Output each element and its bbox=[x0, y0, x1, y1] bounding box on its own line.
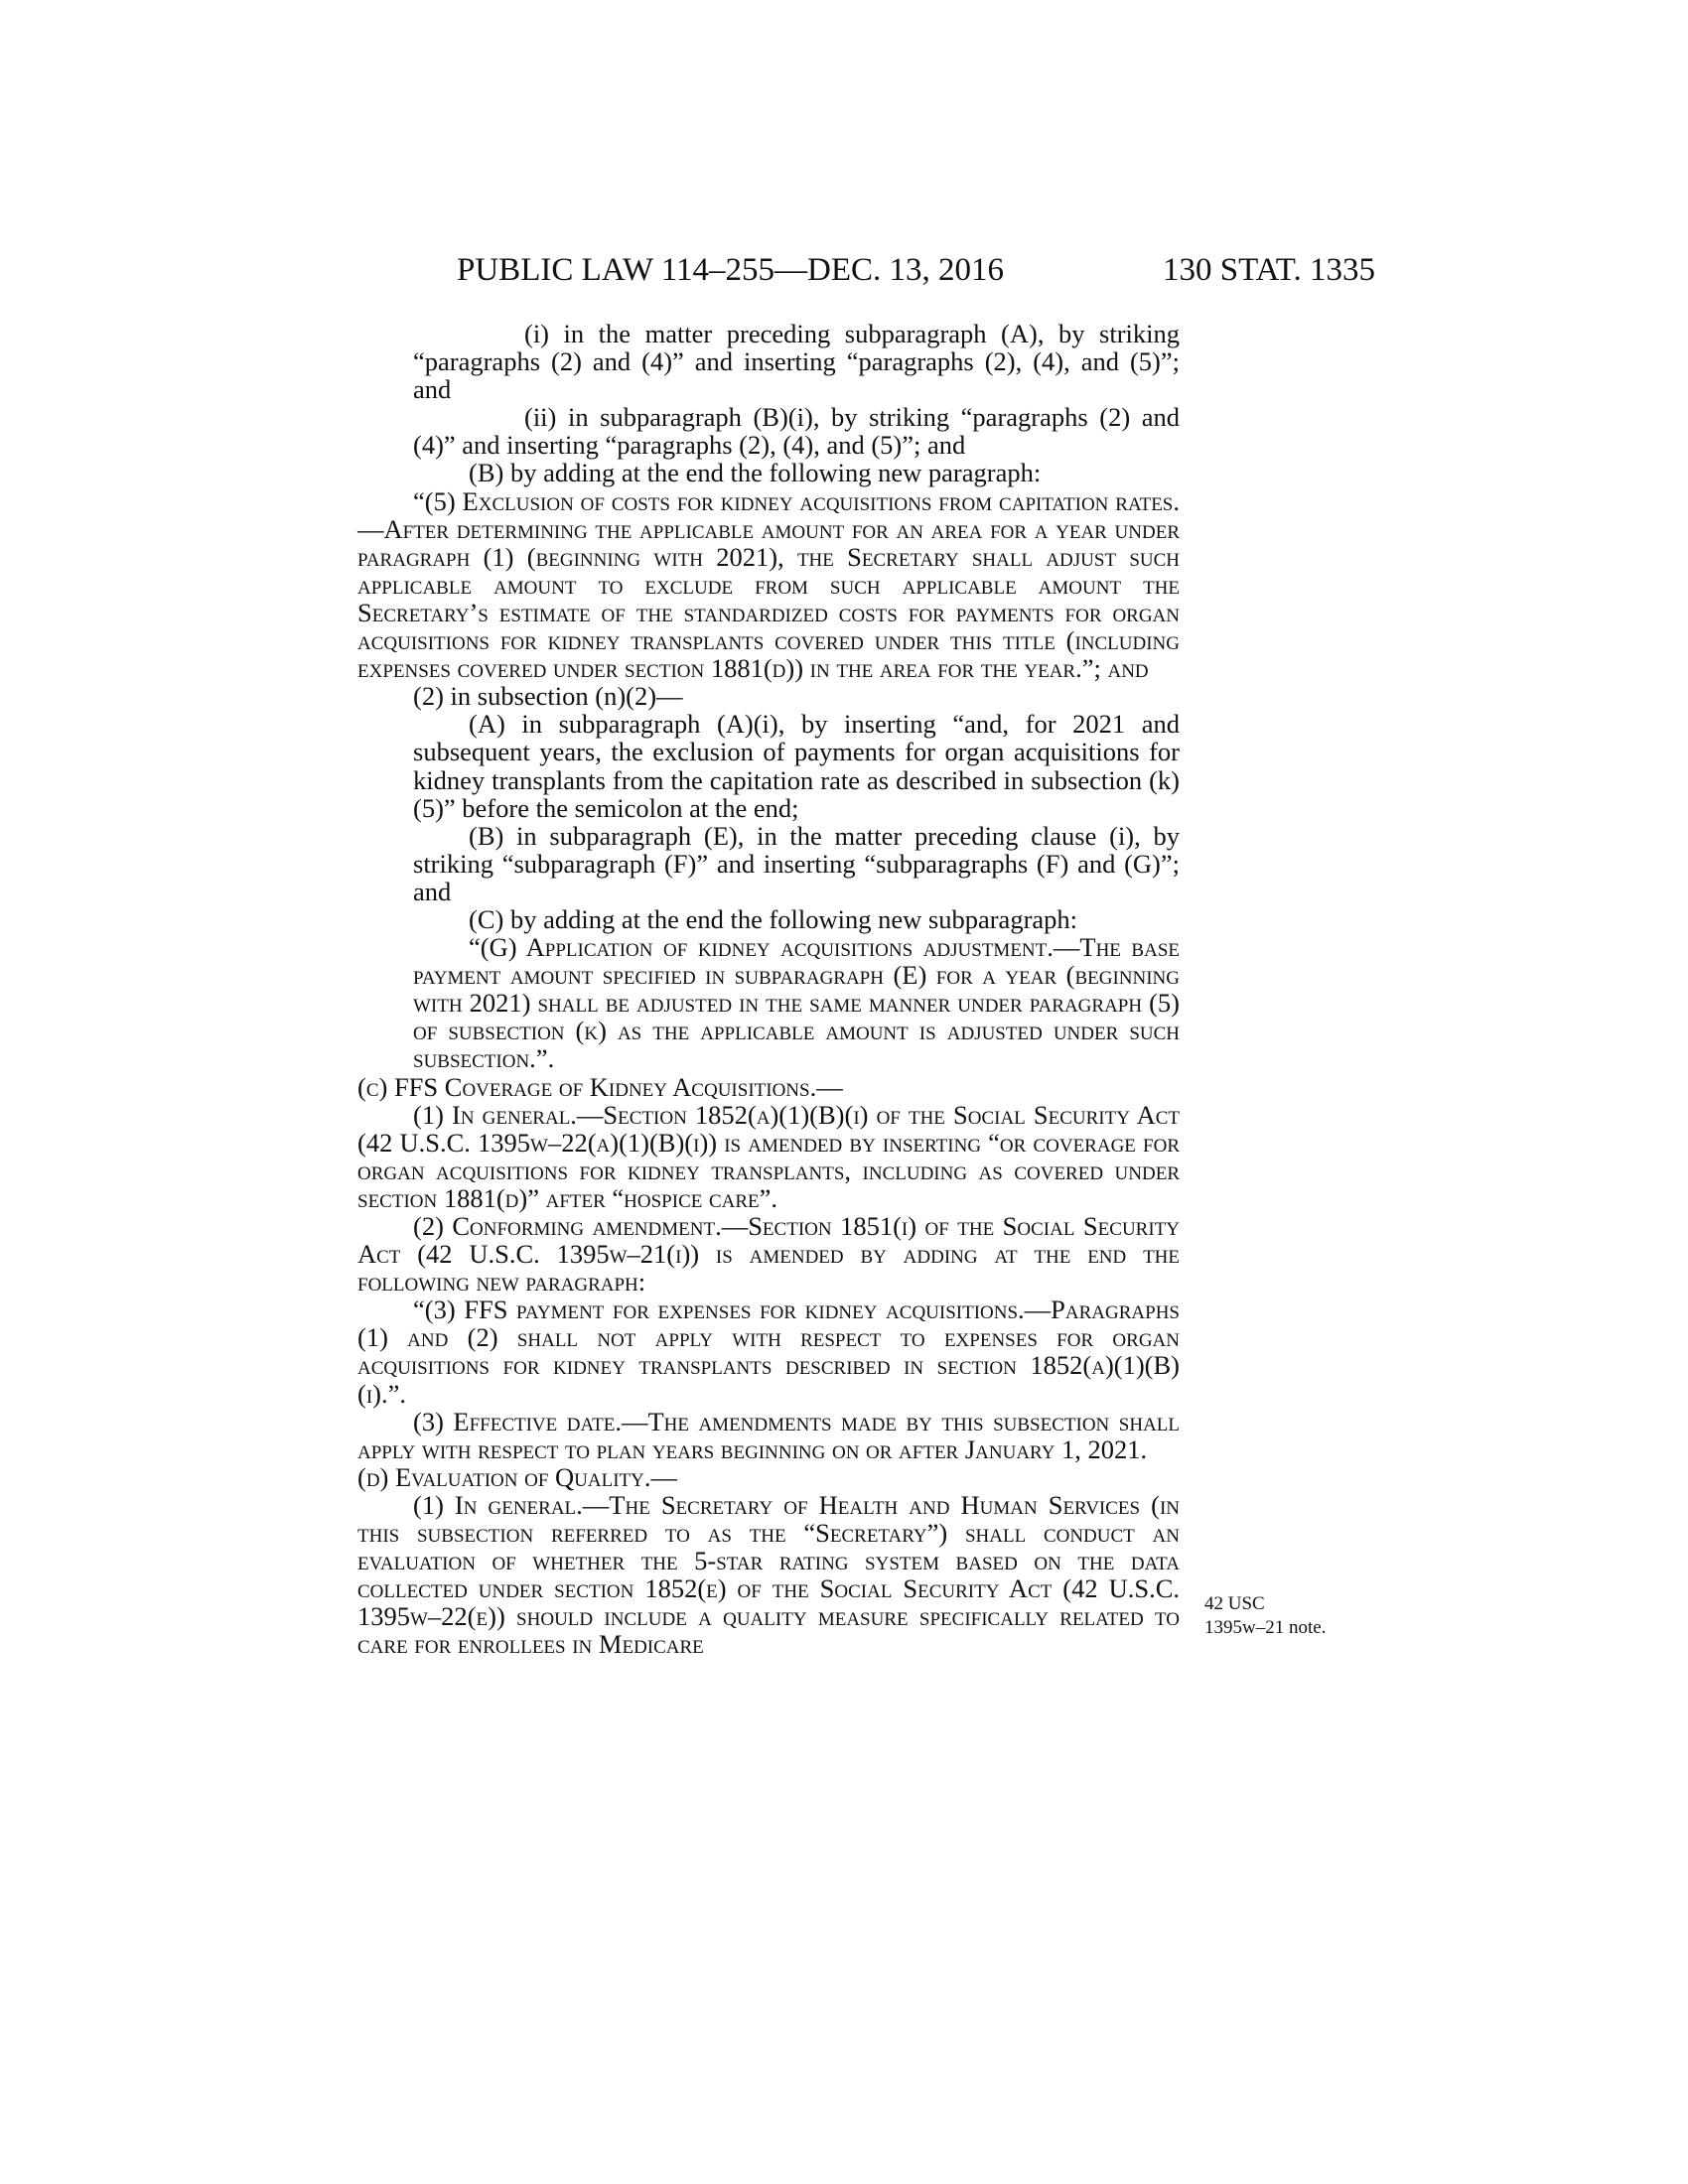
statute-page-number: 130 STAT. 1335 bbox=[1162, 252, 1375, 288]
clause-i: (i) in the matter preceding subparagraph (A), by striking “paragraphs (2) and (4)” and inserting “paragraphs (2), (4), and (5)”; and bbox=[413, 319, 1180, 405]
statute-body bbox=[357, 320, 1180, 1659]
paragraph-3-ffs-payment: “(3) FFS payment for expenses for kidney acquisitions.—Paragraphs (1) and (2) shall not apply with respect to expenses for organ acquisitions for kidney transplants described in section 1852(a)(1)(B)(i).”. bbox=[357, 1295, 1180, 1409]
paragraph-5-exclusion-of-costs: “(5) Exclusion of costs for kidney acquisitions from capitation rates.—After determining the applicable amount for an area for a year under paragraph (1) (beginning with 2021), the Secretary shall adjust such applicable amount to exclude from such applicable amount the Secretary’s estimate of the standardized costs for payments for organ acquisitions for kidney transplants covered under this title (including expenses covered under section 1881(d)) in the area for the year.”; and bbox=[357, 485, 1180, 684]
paragraph-1-in-general: (1) In general.—Section 1852(a)(1)(B)(i) of the Social Security Act (42 U.S.C. 1395w–22(a)(1)(B)(i)) is amended by inserting “or coverage for organ acquisitions for kidney transplants, including as covered under section 1881(d)” after “hospice care”. bbox=[357, 1099, 1180, 1213]
subparagraph-b-e: (B) in subparagraph (E), in the matter preceding clause (i), by striking “subparagraph (F)” and inserting “subparagraphs (F) and (G)”; and bbox=[413, 820, 1180, 906]
subparagraph-c: (C) by adding at the end the following new subparagraph: bbox=[469, 903, 1078, 934]
page-header bbox=[457, 250, 1375, 290]
margin-citation-note bbox=[1204, 1592, 1363, 1640]
subsection-d-heading: (d) Evaluation of Quality.— bbox=[357, 1461, 677, 1492]
margin-note-line-2: 1395w–21 note. bbox=[1204, 1617, 1327, 1638]
clause-ii: (ii) in subparagraph (B)(i), by striking “paragraphs (2) and (4)” and inserting “paragraphs (2), (4), and (5)”; and bbox=[413, 402, 1180, 461]
subsection-c-heading: (c) FFS Coverage of Kidney Acquisitions.— bbox=[357, 1071, 843, 1102]
subparagraph-b: (B) by adding at the end the following new paragraph: bbox=[469, 458, 1042, 488]
paragraph-2-subsection-n2: (2) in subsection (n)(2)— bbox=[413, 681, 683, 712]
paragraph-1-evaluation: (1) In general.—The Secretary of Health and Human Services (in this subsection referred to as the “Secretary”) shall conduct an evaluation of whether the 5-star rating system based on the data collected under section 1852(e) of the Social Security Act (42 U.S.C. 1395w–22(e)) should include a quality measure specifically related to care for enrollees in Medicare bbox=[357, 1489, 1180, 1660]
paragraph-2-conforming-amendment: (2) Conforming amendment.—Section 1851(i) of the Social Security Act (42 U.S.C. 1395w–21(i)) is amended by adding at the end the following new paragraph: bbox=[357, 1211, 1180, 1297]
subparagraph-a: (A) in subparagraph (A)(i), by inserting “and, for 2021 and subsequent years, the exclusion of payments for organ acquisitions for kidney transplants from the capitation rate as described in subsection (k)(5)” before the semicolon at the end; bbox=[413, 709, 1180, 823]
margin-note-line-1: 42 USC bbox=[1204, 1593, 1265, 1614]
paragraph-3-effective-date: (3) Effective date.—The amendments made by this subsection shall apply with respect to plan years beginning on or after January 1, 2021. bbox=[357, 1406, 1180, 1464]
subparagraph-g-application: “(G) Application of kidney acquisitions adjustment.—The base payment amount specified in subparagraph (E) for a year (beginning with 2021) shall be adjusted in the same manner under paragraph (5) of subsection (k) as the applicable amount is adjusted under such subsection.”. bbox=[413, 932, 1180, 1074]
law-title: PUBLIC LAW 114–255—DEC. 13, 2016 bbox=[457, 252, 1005, 288]
